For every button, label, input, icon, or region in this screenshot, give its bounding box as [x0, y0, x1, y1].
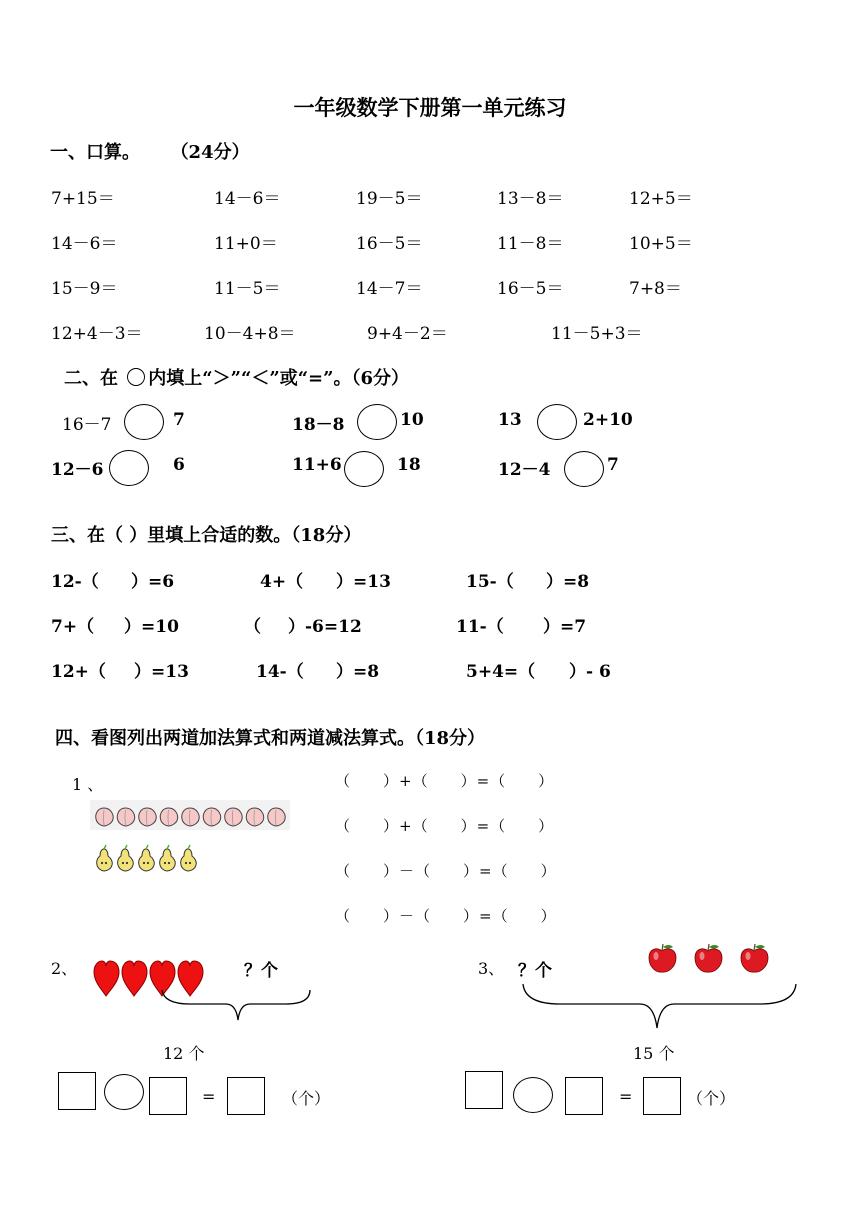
problem-1-3: 19－5＝ [356, 189, 423, 209]
problem-4-2: 10－4+8＝ [204, 324, 296, 344]
problem-1-1: 7+15＝ [51, 189, 115, 209]
pear-icon [160, 845, 176, 871]
fill-2-a: 4+（ [260, 572, 304, 592]
compare-1-circle[interactable] [124, 404, 164, 440]
compare-6-left: 12－4 [498, 460, 551, 480]
q3-answer-box-1[interactable] [465, 1071, 503, 1109]
problem-1-4: 13－8＝ [497, 189, 564, 209]
problem-2-1: 14－6＝ [51, 234, 118, 254]
fill-9-b: ）- 6 [569, 662, 611, 682]
q3-unit: （个） [687, 1089, 736, 1108]
problem-4-4: 11－5+3＝ [551, 324, 643, 344]
compare-5-right: 18 [397, 455, 421, 475]
pear-icon [97, 845, 113, 871]
compare-2-left: 18－8 [292, 415, 345, 435]
peach-icon [268, 808, 285, 826]
apple-icon [741, 944, 768, 972]
problem-3-4: 16－5＝ [497, 279, 564, 299]
compare-5-circle[interactable] [344, 451, 384, 487]
q2-answer-box-2[interactable] [149, 1077, 187, 1115]
section-2-heading [64, 364, 409, 390]
q2-equals: = [202, 1087, 216, 1106]
compare-2-circle[interactable] [357, 404, 397, 440]
q3-equals: = [619, 1087, 633, 1106]
problem-2-4: 11－8＝ [497, 234, 564, 254]
fill-7-a: 12+（ [51, 662, 106, 682]
problem-4-3: 9+4－2＝ [367, 324, 448, 344]
fill-9-a: 5+4=（ [466, 662, 536, 682]
question-1-label: 1 、 [72, 775, 104, 794]
fill-8-b: ）=8 [336, 662, 380, 682]
compare-1-right: 7 [173, 410, 185, 430]
pear-icon [139, 845, 155, 871]
fill-8-a: 14-（ [256, 662, 304, 682]
question-2-label: 2、 [51, 959, 78, 978]
compare-2-right: 10 [400, 410, 424, 430]
circle-symbol-icon [127, 368, 145, 386]
pear-icon [118, 845, 134, 871]
peach-icon [225, 808, 242, 826]
question-2-brace-icon [160, 988, 315, 1030]
peach-icon [96, 808, 113, 826]
peach-icon [117, 808, 134, 826]
peach-pear-picture [90, 800, 300, 890]
problem-3-1: 15－9＝ [51, 279, 118, 299]
pear-icon [181, 845, 197, 871]
equation-1: （ ）+（ ）=（ ） [335, 772, 555, 790]
page-title: 一年级数学下册第一单元练习 [293, 95, 567, 120]
peach-icon [203, 808, 220, 826]
equation-3: （ ）－（ ）=（ ） [335, 862, 557, 880]
section-1-heading: 一、口算。 [50, 142, 140, 163]
compare-4-left: 12－6 [51, 460, 104, 480]
problem-2-5: 10+5＝ [629, 234, 693, 254]
fill-7-b: ）=13 [134, 662, 189, 682]
problem-2-2: 11+0＝ [214, 234, 278, 254]
apple-row [649, 944, 768, 972]
compare-4-right: 6 [173, 455, 185, 475]
question-3-brace-icon [520, 982, 800, 1034]
fill-4-b: ）=10 [124, 617, 179, 637]
apples-picture [640, 940, 780, 976]
compare-3-left: 13 [498, 410, 522, 430]
section-4-heading: 四、看图列出两道加法算式和两道减法算式。（18分） [55, 728, 486, 749]
compare-1-left: 16－7 [62, 415, 112, 435]
fill-3-b: ）=8 [546, 572, 590, 592]
section-2-heading-b: 内填上“＞”“＜”或“=”。（6分） [148, 368, 410, 389]
fill-1-a: 12-（ [51, 572, 99, 592]
fill-1-b: ）=6 [131, 572, 175, 592]
question-2-unknown: ？个 [244, 961, 278, 981]
fill-4-a: 7+（ [51, 617, 95, 637]
fill-6-a: 11-（ [456, 617, 504, 637]
pear-row [97, 845, 197, 871]
compare-3-right: 2+10 [583, 410, 633, 430]
q2-unit: （个） [282, 1089, 331, 1108]
compare-5-left: 11+6 [292, 455, 342, 475]
fill-5-a: （ [244, 617, 261, 637]
section-1-heading-row [50, 138, 250, 164]
peach-icon [139, 808, 156, 826]
question-3-unknown: ？个 [518, 961, 552, 981]
compare-4-circle[interactable] [109, 450, 149, 486]
fill-2-b: ）=13 [336, 572, 391, 592]
problem-2-3: 16－5＝ [356, 234, 423, 254]
peach-icon [246, 808, 263, 826]
compare-6-right: 7 [607, 455, 619, 475]
q2-operator-circle[interactable] [104, 1074, 144, 1110]
question-2-total: 12 个 [163, 1044, 205, 1063]
fill-5-b: ）-6=12 [288, 617, 362, 637]
peach-icon [160, 808, 177, 826]
q2-answer-box-1[interactable] [58, 1072, 96, 1110]
problem-3-2: 11－5＝ [214, 279, 281, 299]
q3-operator-circle[interactable] [513, 1077, 553, 1113]
problem-3-5: 7+8＝ [629, 279, 682, 299]
fill-6-b: ）=7 [543, 617, 587, 637]
problem-4-1: 12+4－3＝ [51, 324, 143, 344]
problem-3-3: 14－7＝ [356, 279, 423, 299]
apple-icon [649, 944, 676, 972]
problem-1-5: 12+5＝ [629, 189, 693, 209]
section-3-heading: 三、在（ ）里填上合适的数。（18分） [51, 525, 362, 546]
question-3-label: 3、 [478, 959, 505, 978]
question-3-total: 15 个 [633, 1044, 675, 1063]
q2-answer-box-3[interactable] [227, 1077, 265, 1115]
compare-6-circle[interactable] [564, 451, 604, 487]
peach-icon [182, 808, 199, 826]
section-2-heading-a: 二、在 [64, 368, 118, 389]
apple-icon [695, 944, 722, 972]
compare-3-circle[interactable] [537, 404, 577, 440]
fill-3-a: 15-（ [466, 572, 514, 592]
problem-1-2: 14－6＝ [214, 189, 281, 209]
q3-answer-box-2[interactable] [565, 1077, 603, 1115]
section-1-score: （24分） [170, 142, 250, 163]
equation-2: （ ）+（ ）=（ ） [335, 817, 555, 835]
equation-4: （ ）－（ ）=（ ） [335, 907, 557, 925]
peach-row [96, 808, 285, 826]
q3-answer-box-3[interactable] [643, 1077, 681, 1115]
heart-icon [122, 961, 147, 996]
heart-icon [94, 961, 119, 996]
